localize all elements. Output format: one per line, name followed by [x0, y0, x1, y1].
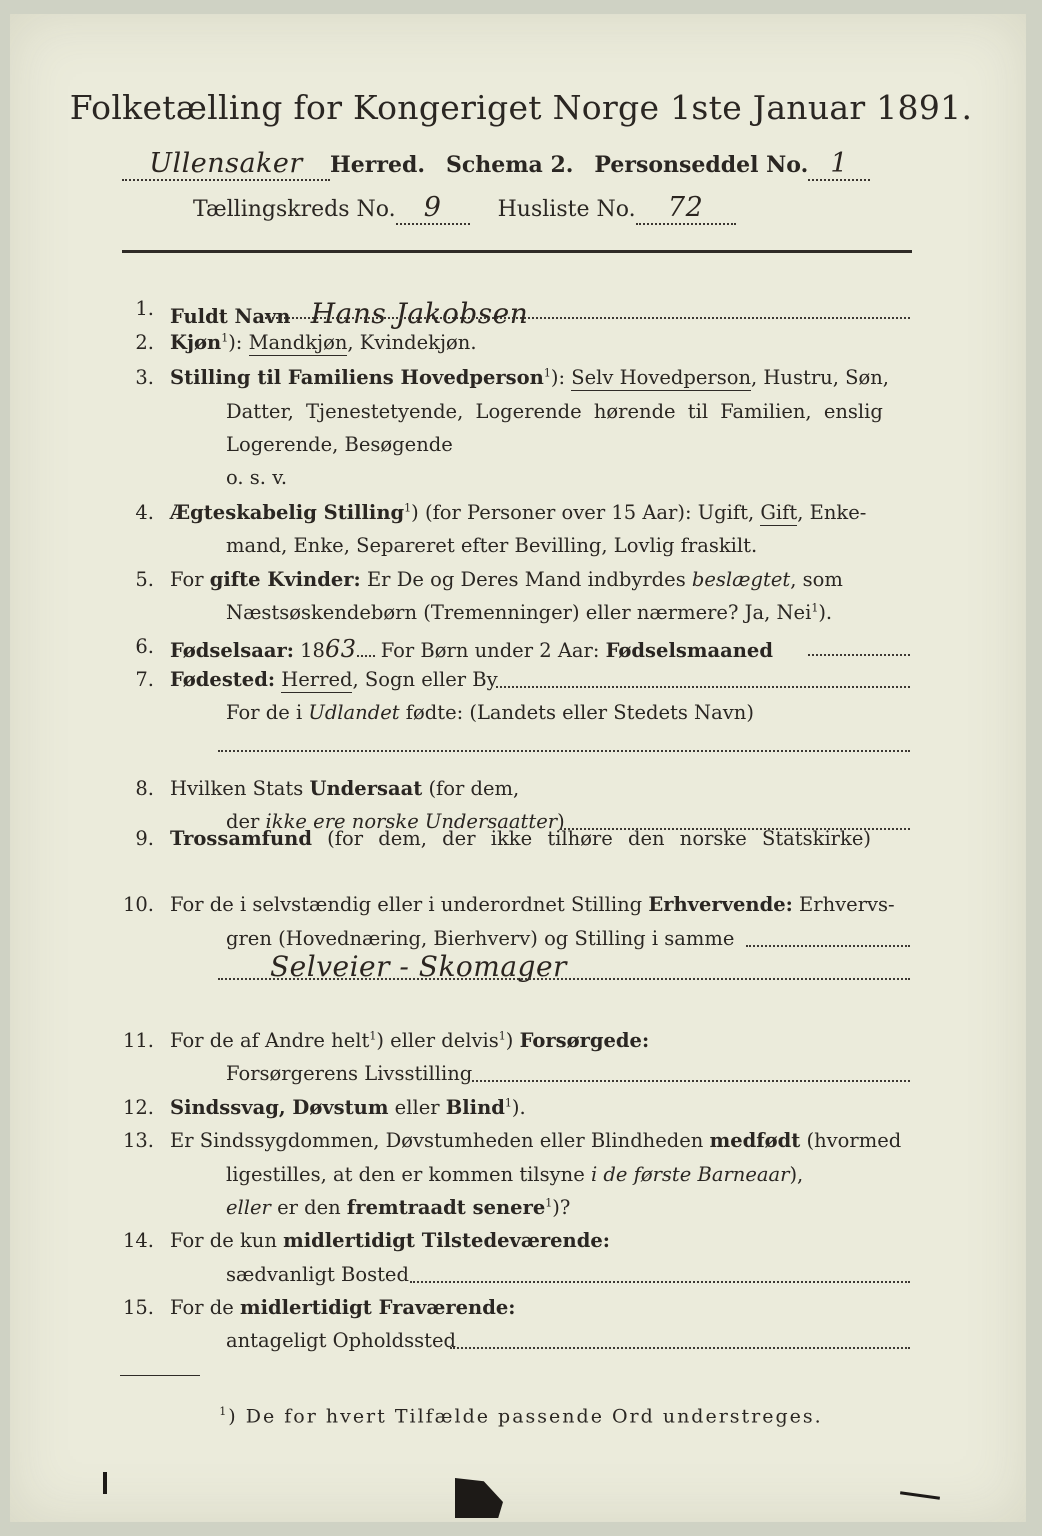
q7-line2 — [226, 701, 754, 724]
q5-rest-b: , som — [790, 568, 843, 591]
q10-line2: gren (Hovednæring, Bierhverv) og Stilling i samme — [226, 927, 735, 950]
item-number: 13. — [122, 1129, 154, 1152]
q8-citizenship — [170, 777, 519, 800]
q13-line2-b: ), — [789, 1163, 804, 1186]
header-rule — [122, 250, 912, 253]
q13-line3 — [226, 1196, 570, 1219]
item-number: 8. — [135, 777, 154, 800]
q7-birthplace — [170, 668, 498, 691]
q14-line2: sædvanligt Bosted — [226, 1263, 409, 1286]
q6-rest: For Børn under 2 Aar: — [374, 639, 606, 662]
q11-sup-2: 1 — [498, 1029, 506, 1043]
herred-label: Herred. — [330, 152, 426, 178]
q4-rest-a: ) (for Personer over 15 Aar): Ugift, — [411, 501, 761, 524]
q3-line3: Logerende, Besøgende — [226, 433, 453, 456]
item-number: 9. — [135, 827, 154, 850]
q14-rest: For de kun — [170, 1229, 284, 1252]
q6-birth-year — [170, 635, 773, 663]
q11-rest-a: For de af Andre helt — [170, 1029, 370, 1052]
q2-sup: 1 — [221, 331, 229, 345]
footnote-rule — [120, 1375, 200, 1376]
husliste-label: Husliste No. — [497, 197, 636, 222]
q11-rest-b: ) eller delvis — [376, 1029, 499, 1052]
q3-label: Stilling til Familiens Hovedperson — [170, 366, 544, 389]
q10-rest-a: For de i selvstændig eller i underordnet Stilling — [170, 893, 649, 916]
q12-mid: eller — [388, 1096, 446, 1119]
q3-family-position — [170, 366, 889, 389]
q15-temp-absent — [170, 1296, 515, 1319]
q2-other: , Kvindekjøn. — [347, 331, 477, 354]
q3-rest-a: ): — [550, 366, 572, 389]
q1-fill-line — [265, 317, 910, 319]
q10-fill-line — [746, 945, 910, 947]
taellingskreds-value: 9 — [423, 192, 442, 223]
q15-rest: For de — [170, 1296, 240, 1319]
q8-label-a: Hvilken Stats — [170, 777, 310, 800]
q8-line2-italic: ikke ere norske Undersaatter — [265, 810, 558, 833]
q1-value: Hans Jakobsen — [310, 297, 529, 330]
q6-label: Fødselsaar: — [170, 639, 294, 662]
q5-end: ). — [818, 601, 833, 624]
q14-fill-line — [410, 1281, 910, 1283]
q4-sup: 1 — [404, 501, 412, 515]
q7-fill-line — [496, 686, 910, 688]
q5-line2-text: Næstsøskendebørn (Tremenninger) eller nærmere? Ja, Nei — [226, 601, 812, 624]
q14-label: midlertidigt Tilstedeværende: — [283, 1229, 610, 1252]
ink-mark — [103, 1472, 107, 1494]
q13-line3-bold: fremtraadt senere — [346, 1196, 546, 1219]
item-number: 6. — [135, 635, 154, 658]
q5-label-a: For — [170, 568, 210, 591]
item-number: 3. — [135, 366, 154, 389]
q5-rest: Er De og Deres Mand indbyrdes — [360, 568, 692, 591]
census-form-sheet — [10, 14, 1026, 1522]
q13-line3-italic: eller — [226, 1196, 271, 1219]
q4-label: Ægteskabelig Stilling — [170, 501, 405, 524]
q5-italic: beslægtet — [691, 568, 791, 591]
q13-congenital — [170, 1129, 901, 1152]
item-number: 12. — [122, 1096, 154, 1119]
q13-label: medfødt — [709, 1129, 801, 1152]
q7-line2-italic: Udlandet — [308, 701, 400, 724]
husliste-value: 72 — [667, 192, 704, 223]
q3-line4: o. s. v. — [226, 466, 288, 489]
q13-line2-a: ligestilles, at den er kommen tilsyne — [226, 1163, 591, 1186]
q3-rest-b: , Hustru, Søn, — [751, 366, 889, 389]
q11-sup: 1 — [369, 1029, 377, 1043]
personseddel-label: Personseddel No. — [594, 152, 809, 178]
herred-value: Ullensaker — [149, 148, 303, 179]
footnote — [0, 1405, 1042, 1427]
q7-line2-a: For de i — [226, 701, 309, 724]
item-number: 11. — [122, 1029, 154, 1052]
q13-line2-italic: i de første Barneaar — [590, 1163, 790, 1186]
q7-fill-line-2 — [218, 750, 910, 752]
footnote-text: ) De for hvert Tilfælde passende Ord understreges. — [228, 1405, 823, 1428]
q9-rest: (for dem, der ikke tilhøre den norske Statskirke) — [311, 827, 871, 850]
taellingskreds-label: Tællingskreds No. — [193, 197, 396, 222]
q8-line2-a: der — [226, 810, 266, 833]
q3-selected: Selv Hovedperson — [571, 366, 752, 389]
q2-rest: ): — [228, 331, 249, 354]
q12-disability — [170, 1096, 526, 1119]
item-number: 7. — [135, 668, 154, 691]
q9-religion — [170, 827, 871, 850]
q5-married-women — [170, 568, 843, 591]
q8-rest: (for dem, — [422, 777, 520, 800]
q4-rest-b: , Enke- — [797, 501, 867, 524]
q5-label: gifte Kvinder: — [209, 568, 361, 591]
footnote-sup: 1 — [219, 1405, 229, 1418]
q11-fill-line — [472, 1080, 910, 1082]
q13-line3-a: er den — [270, 1196, 347, 1219]
q9-label: Trossamfund — [170, 827, 312, 850]
q7-line2-b: fødte: (Landets eller Stedets Navn) — [399, 701, 754, 724]
item-number: 5. — [135, 568, 154, 591]
q11-supported — [170, 1029, 649, 1052]
q11-rest-c: ) — [505, 1029, 520, 1052]
q7-label: Fødested: — [170, 668, 276, 691]
q4-selected: Gift — [760, 501, 798, 524]
form-title: Folketælling for Kongeriget Norge 1ste Januar 1891. — [69, 88, 973, 127]
q15-label: midlertidigt Fraværende: — [239, 1296, 516, 1319]
q10-value: Selveier - Skomager — [270, 950, 567, 983]
q1-full-name — [170, 297, 528, 330]
item-number: 2. — [135, 331, 154, 354]
q5-line2 — [226, 601, 832, 624]
item-number: 4. — [135, 501, 154, 524]
q3-sup: 1 — [543, 366, 551, 380]
q15-fill-line — [450, 1347, 910, 1349]
q6-label-b: Fødselsmaaned — [605, 639, 773, 662]
q11-line2: Forsørgerens Livsstilling — [226, 1062, 473, 1085]
q6-fill-line — [808, 654, 910, 656]
q2-sex — [170, 331, 477, 354]
q5-sup: 1 — [811, 601, 819, 615]
item-number: 1. — [135, 297, 154, 320]
q2-selected: Mandkjøn — [248, 331, 348, 354]
q10-occupation — [170, 893, 895, 916]
q13-line3-c: )? — [552, 1196, 571, 1219]
q7-rest: , Sogn eller By — [352, 668, 498, 691]
q13-sup: 1 — [545, 1196, 553, 1210]
q4-marital-status — [170, 501, 866, 524]
q8-line2-b: ) — [557, 810, 565, 833]
schema-label: Schema 2. — [446, 152, 574, 178]
q15-line2: antageligt Opholdssted — [226, 1329, 457, 1352]
q4-line2: mand, Enke, Separeret efter Bevilling, Lovlig fraskilt. — [226, 534, 758, 557]
q12-label-a: Sindssvag, Døvstum — [170, 1096, 389, 1119]
q13-line2 — [226, 1163, 803, 1186]
q7-selected: Herred — [281, 668, 353, 691]
herred-line — [122, 148, 870, 181]
q2-label: Kjøn — [170, 331, 222, 354]
item-number: 14. — [122, 1229, 154, 1252]
q13-rest-a: Er Sindssygdommen, Døvstumheden eller Blindheden — [170, 1129, 710, 1152]
q10-fill-line-2 — [218, 978, 910, 980]
q8-label: Undersaat — [309, 777, 423, 800]
q14-temp-present — [170, 1229, 610, 1252]
q6-prefix: 18 — [293, 639, 325, 662]
item-number: 10. — [122, 893, 154, 916]
q11-label: Forsørgede: — [519, 1029, 650, 1052]
q3-line2: Datter, Tjenestetyende, Logerende hørende til Familien, enslig — [226, 400, 883, 423]
item-number: 15. — [122, 1296, 154, 1319]
q12-sup: 1 — [504, 1096, 512, 1110]
q13-rest-b: (hvormed — [800, 1129, 902, 1152]
q10-rest-b: Erhvervs- — [792, 893, 895, 916]
q10-label: Erhvervende: — [648, 893, 793, 916]
q6-value: 63 — [324, 635, 357, 663]
taellingskreds-line — [193, 192, 736, 225]
q1-label: Fuldt Navn — [170, 305, 291, 328]
q12-end: ). — [511, 1096, 526, 1119]
q12-label-b: Blind — [445, 1096, 505, 1119]
personseddel-value: 1 — [830, 148, 849, 179]
